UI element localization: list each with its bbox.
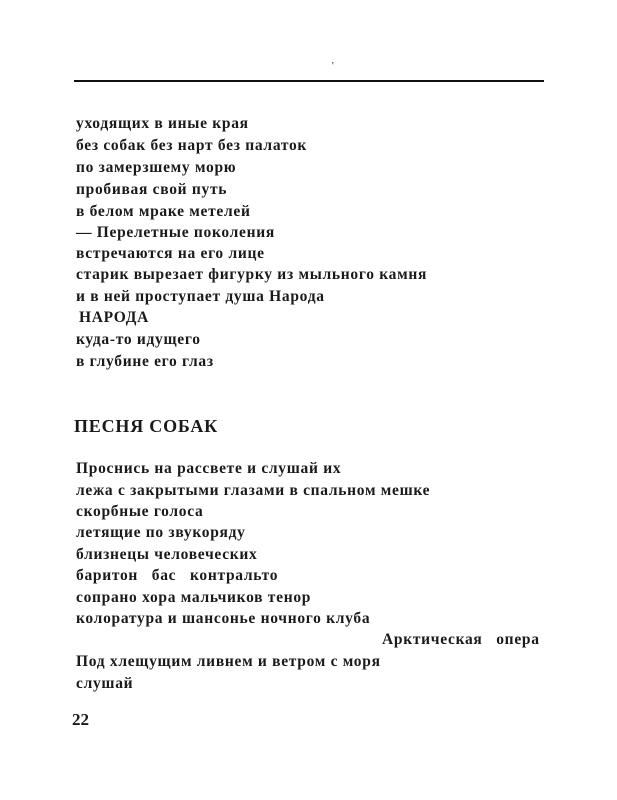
poem-line: лежа с закрытыми глазами в спальном мешке bbox=[76, 482, 431, 499]
poem-line: уходящих в иные края bbox=[76, 115, 249, 132]
poem-line: колоратура и шансонье ночного клуба bbox=[76, 610, 371, 627]
poem-line: без собак без нарт без палаток bbox=[76, 137, 308, 154]
poem-line: в глубине его глаз bbox=[76, 353, 214, 370]
poem-line: слушай bbox=[76, 675, 134, 692]
page-number: 22 bbox=[72, 710, 89, 729]
poem-line: в белом мраке метелей bbox=[76, 203, 251, 220]
poem-title: ПЕСНЯ СОБАК bbox=[74, 416, 219, 436]
poem-line: сопрано хора мальчиков тенор bbox=[76, 589, 312, 606]
poem-line: Под хлещущим ливнем и ветром с моря bbox=[76, 653, 381, 670]
poem-line: и в ней проступает душа Народа bbox=[76, 288, 325, 305]
poem-line: куда-то идущего bbox=[76, 331, 201, 348]
poem-line: встречаются на его лице bbox=[76, 245, 265, 262]
poem-line: НАРОДА bbox=[79, 309, 149, 326]
header-rule bbox=[74, 80, 544, 82]
poem-line: скорбные голоса bbox=[76, 503, 204, 520]
poem-line: старик вырезает фигурку из мыльного камня bbox=[76, 266, 428, 283]
poem-line: Проснись на рассвете и слушай их bbox=[76, 460, 342, 477]
poem-line: — Перелетные поколения bbox=[76, 224, 275, 241]
poem-line: по замерзшему морю bbox=[76, 159, 237, 176]
header-mark: ' bbox=[332, 61, 334, 72]
poem-line: близнецы человеческих bbox=[76, 546, 258, 563]
poem-line: пробивая свой путь bbox=[76, 181, 228, 198]
poem-line: летящие по звукоряду bbox=[76, 524, 246, 541]
poem-line: баритон бас контральто bbox=[76, 567, 279, 584]
poem-line-right: Арктическая опера bbox=[382, 631, 540, 648]
